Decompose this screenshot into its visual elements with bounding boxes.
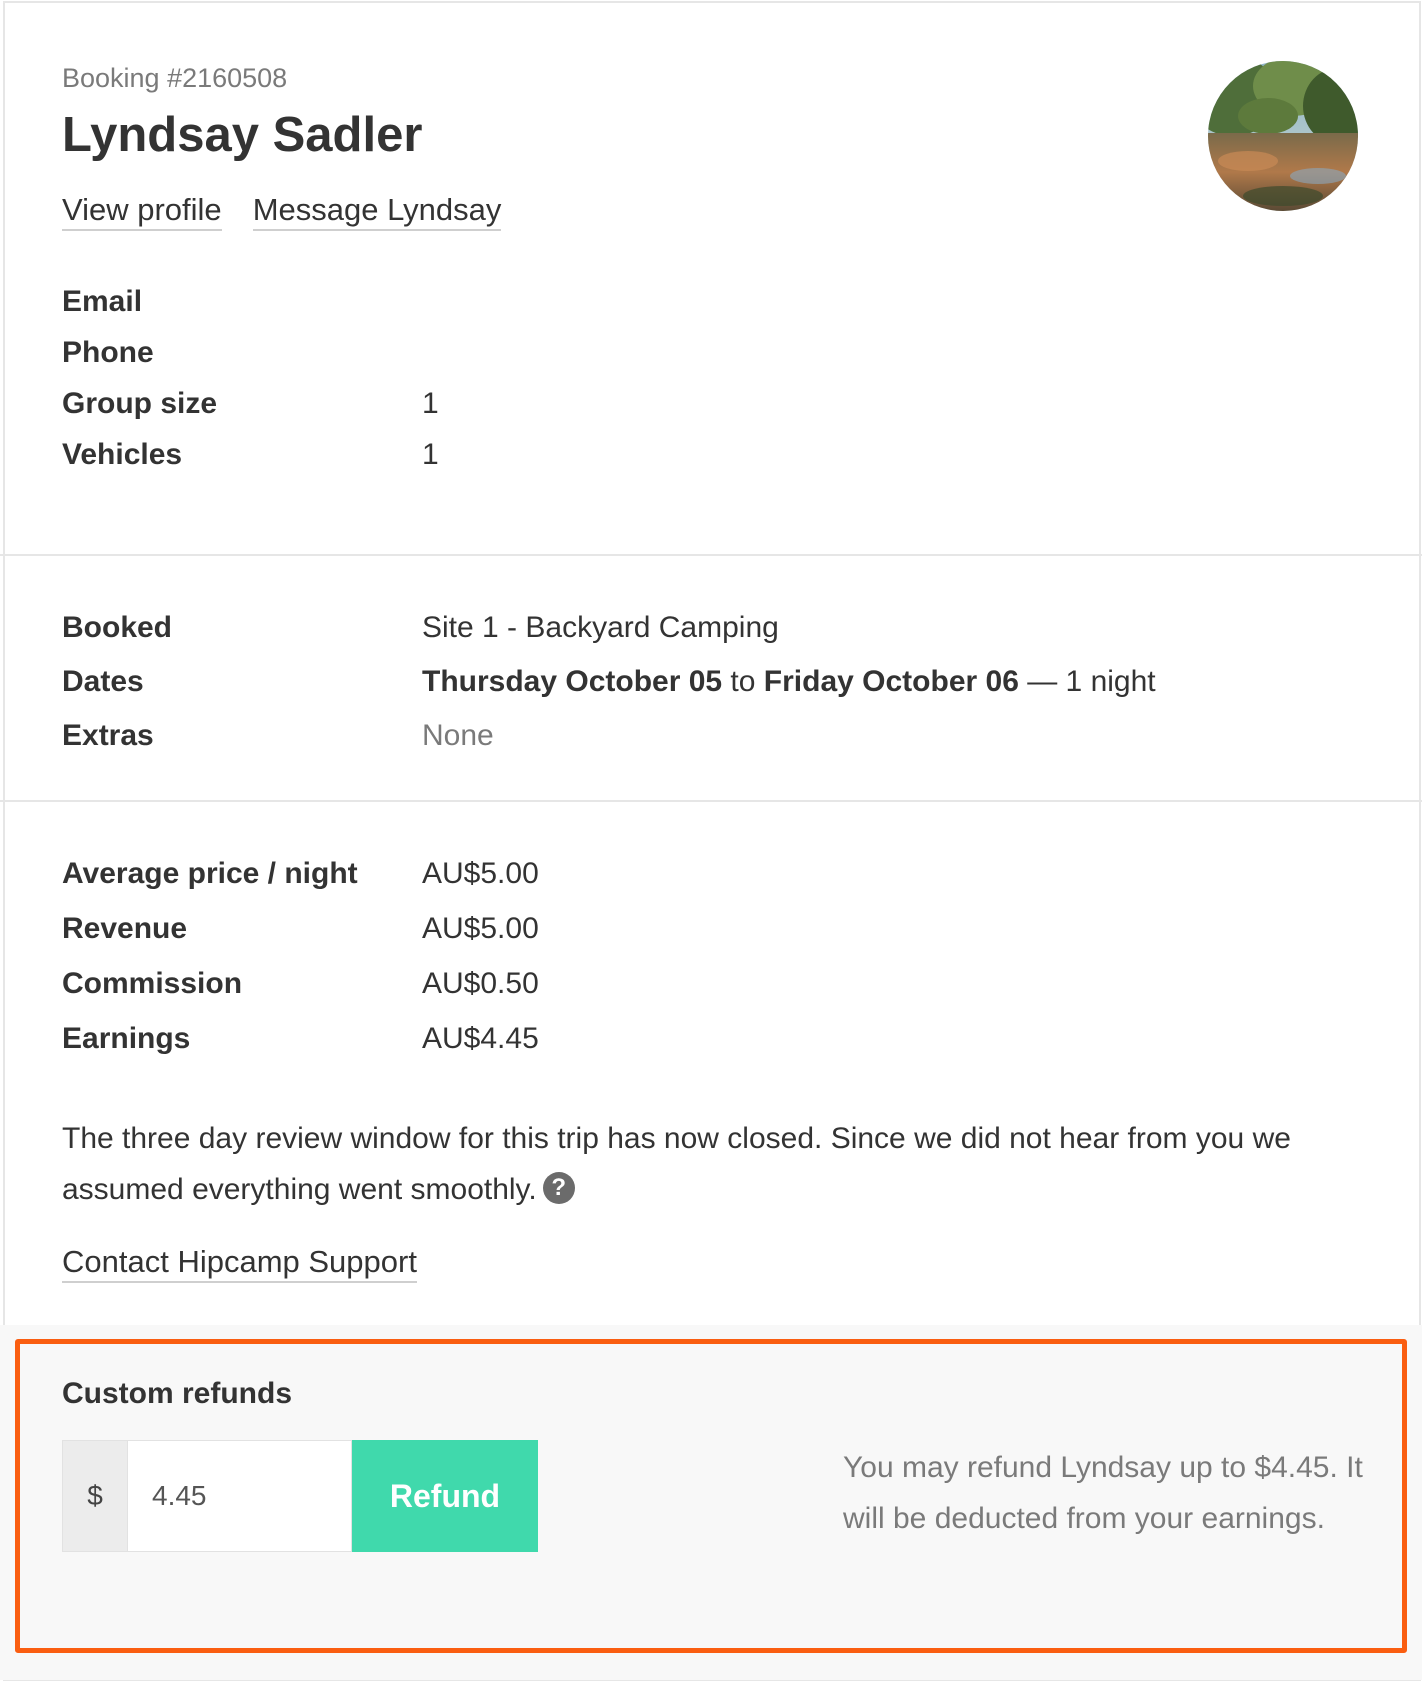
commission-label: Commission [62, 967, 243, 1000]
refund-button[interactable]: Refund [352, 1440, 538, 1552]
custom-refunds-title: Custom refunds [62, 1377, 293, 1410]
stay-duration: — 1 night [1018, 665, 1156, 698]
email-label: Email [62, 285, 143, 318]
earnings-label: Earnings [62, 1022, 191, 1055]
question-circle-icon[interactable]: ? [543, 1172, 575, 1204]
revenue-value: AU$5.00 [422, 912, 539, 945]
avatar[interactable] [1208, 61, 1358, 211]
commission-value: AU$0.50 [422, 967, 539, 1000]
guest-name: Lyndsay Sadler [62, 108, 423, 162]
group-size-label: Group size [62, 387, 218, 420]
currency-prefix: $ [62, 1440, 128, 1552]
booked-value: Site 1 - Backyard Camping [422, 611, 779, 644]
dates-label: Dates [62, 665, 144, 698]
review-window-message [62, 1113, 1362, 1215]
phone-label: Phone [62, 336, 154, 369]
section-divider [0, 554, 1422, 556]
extras-label: Extras [62, 719, 154, 752]
avg-price-label: Average price / night [62, 857, 358, 890]
message-guest-link[interactable]: Message Lyndsay [253, 192, 502, 231]
start-date: Thursday October 05 [422, 665, 723, 698]
dates-value [422, 664, 1156, 700]
booked-label: Booked [62, 611, 173, 644]
earnings-value: AU$4.45 [422, 1022, 539, 1055]
dates-connector: to [722, 665, 764, 698]
refund-amount-input[interactable] [128, 1440, 352, 1552]
booking-number: Booking #2160508 [62, 63, 288, 93]
view-profile-link[interactable]: View profile [62, 192, 222, 231]
review-message-text: The three day review window for this trip has now closed. Since we did not hear from you we assumed everything went smoothly. [62, 1122, 1291, 1206]
end-date: Friday October 06 [763, 665, 1019, 698]
vehicles-value: 1 [422, 438, 439, 471]
avg-price-value: AU$5.00 [422, 857, 539, 890]
group-size-value: 1 [422, 387, 439, 420]
refund-limit-note: You may refund Lyndsay up to $4.45. It will be deducted from your earnings. [843, 1451, 1363, 1535]
extras-value: None [422, 719, 494, 752]
revenue-label: Revenue [62, 912, 188, 945]
vehicles-label: Vehicles [62, 438, 183, 471]
section-divider [0, 800, 1422, 802]
refund-form [62, 1440, 538, 1552]
contact-support-link[interactable]: Contact Hipcamp Support [62, 1244, 417, 1283]
avatar-photo [1208, 61, 1358, 211]
profile-links [62, 192, 501, 231]
